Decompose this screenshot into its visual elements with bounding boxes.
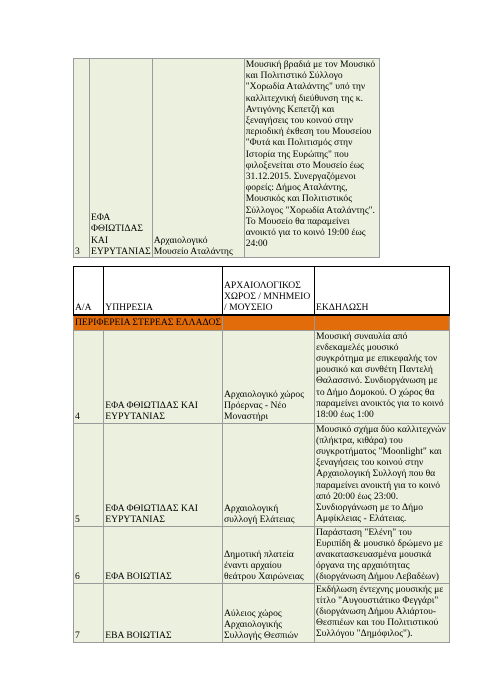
events-table-continuation <box>73 58 380 258</box>
site-cell: Αρχαιολογικό Μουσείο Αταλάντης <box>152 59 244 258</box>
event-cell: Μουσικό σχήμα δύο καλλιτεχνών (πλήκτρα, κιθάρα) του συγκροτήματος "Moonlight" και ξεναγήσεις του κοινού στην Αρχαιολογική Συλλογή που θα παραμείνει ανοικτή για το κοινό από 20:00 έως 23:00. Συνδιοργάνωση με το Δήμο Αμφίκλειας - Ελάτειας. <box>315 423 450 526</box>
event-cell: Εκδήλωση έντεχνης μουσικής με τίτλο "Αυγουστιάτικο Φεγγάρι" (διοργάνωση Δήμου Αλιάρτου-Θεσπιέων και του Πολιτιστικού Συλλόγου "Δημόφιλος"). <box>315 583 450 642</box>
region-label: ΠΕΡΙΦΕΡΕΙΑ ΣΤΕΡΕΑΣ ΕΛΛΑΔΟΣ <box>74 315 223 331</box>
event-cell: Μουσική συναυλία από ενδεκαμελές μουσικό συγκρότημα με επικεφαλής τον μουσικό και συνθέτη Παντελή Θαλασσινό. Συνδιοργάνωση με το Δήμο Δομοκού. Ο χώρος θα παραμείνει ανοικτός για το κοινό 18:00 έως 1:00 <box>315 330 450 423</box>
header-site: ΑΡΧΑΙΟΛΟΓΙΚΟΣ ΧΩΡΟΣ / ΜΝΗΜΕΙΟ / ΜΟΥΣΕΙΟ <box>223 267 315 315</box>
service-cell: ΕΒΑ ΒΟΙΩΤΙΑΣ <box>104 583 223 642</box>
service-cell: ΕΦΑ ΦΘΙΩΤΙΔΑΣ ΚΑΙ ΕΥΡΥΤΑΝΙΑΣ <box>104 423 223 526</box>
site-cell: Αύλειος χώρος Αρχαιολογικής Συλλογής Θεσπιών <box>223 583 315 642</box>
row-number: 7 <box>74 583 104 642</box>
region-filler <box>223 315 315 331</box>
table-row <box>74 583 450 642</box>
service-cell: ΕΦΑ ΒΟΙΩΤΙΑΣ <box>104 526 223 583</box>
site-cell: Αρχαιολογικό χώρος Πρόερνας - Νέο Μοναστήρι <box>223 330 315 423</box>
table-row <box>74 526 450 583</box>
service-cell: ΕΦΑ ΦΘΙΩΤΙΔΑΣ ΚΑΙ ΕΥΡΥΤΑΝΙΑΣ <box>104 330 223 423</box>
row-number: 6 <box>74 526 104 583</box>
row-number: 3 <box>74 59 90 258</box>
service-cell: ΕΦΑ ΦΘΙΩΤΙΔΑΣ ΚΑΙ ΕΥΡΥΤΑΝΙΑΣ <box>90 59 153 258</box>
table-row <box>74 423 450 526</box>
table-header-row <box>74 267 450 315</box>
region-filler <box>315 315 450 331</box>
table-row <box>74 330 450 423</box>
table-row <box>74 59 380 258</box>
row-number: 4 <box>74 330 104 423</box>
row-number: 5 <box>74 423 104 526</box>
site-cell: Δημοτική πλατεία έναντι αρχαίου θεάτρου Χαιρώνειας <box>223 526 315 583</box>
event-cell: Παράσταση "Ελένη" του Ευριπίδη & μουσικό δρώμενο με ανακατασκευασμένα μουσικά όργανα της αρχαιότητας (διοργάνωση Δήμου Λεβαδέων) <box>315 526 450 583</box>
events-table <box>73 266 450 643</box>
site-cell: Αρχαιολογική συλλογή Ελάτειας <box>223 423 315 526</box>
header-event: ΕΚΔΗΛΩΣΗ <box>315 267 450 315</box>
event-cell: Μουσική βραδιά με τον Μουσικό και Πολιτιστικό Σύλλογο "Χορωδία Αταλάντης" υπό την καλλιτεχνική διεύθυνση της κ. Αντιγόνης Κεπετζή και ξεναγήσεις του κοινού στην περιοδική έκθεση του Μουσείου "Φυτά και Πολιτισμός στην Ιστορία της Ευρώπης" που φιλοξενείται στο Μουσείο έως 31.12.2015. Συνεργαζόμενοι φορείς: Δήμος Αταλάντης, Μουσικός και Πολιτιστικός Σύλλογος "Χορωδία Αταλάντης". Το Μουσείο θα παραμείνει ανοικτό για το κοινό 19:00 έως 24:00 <box>244 59 379 258</box>
region-row <box>74 315 450 331</box>
header-number: Α/Α <box>74 267 104 315</box>
header-service: ΥΠΗΡΕΣΙΑ <box>104 267 223 315</box>
